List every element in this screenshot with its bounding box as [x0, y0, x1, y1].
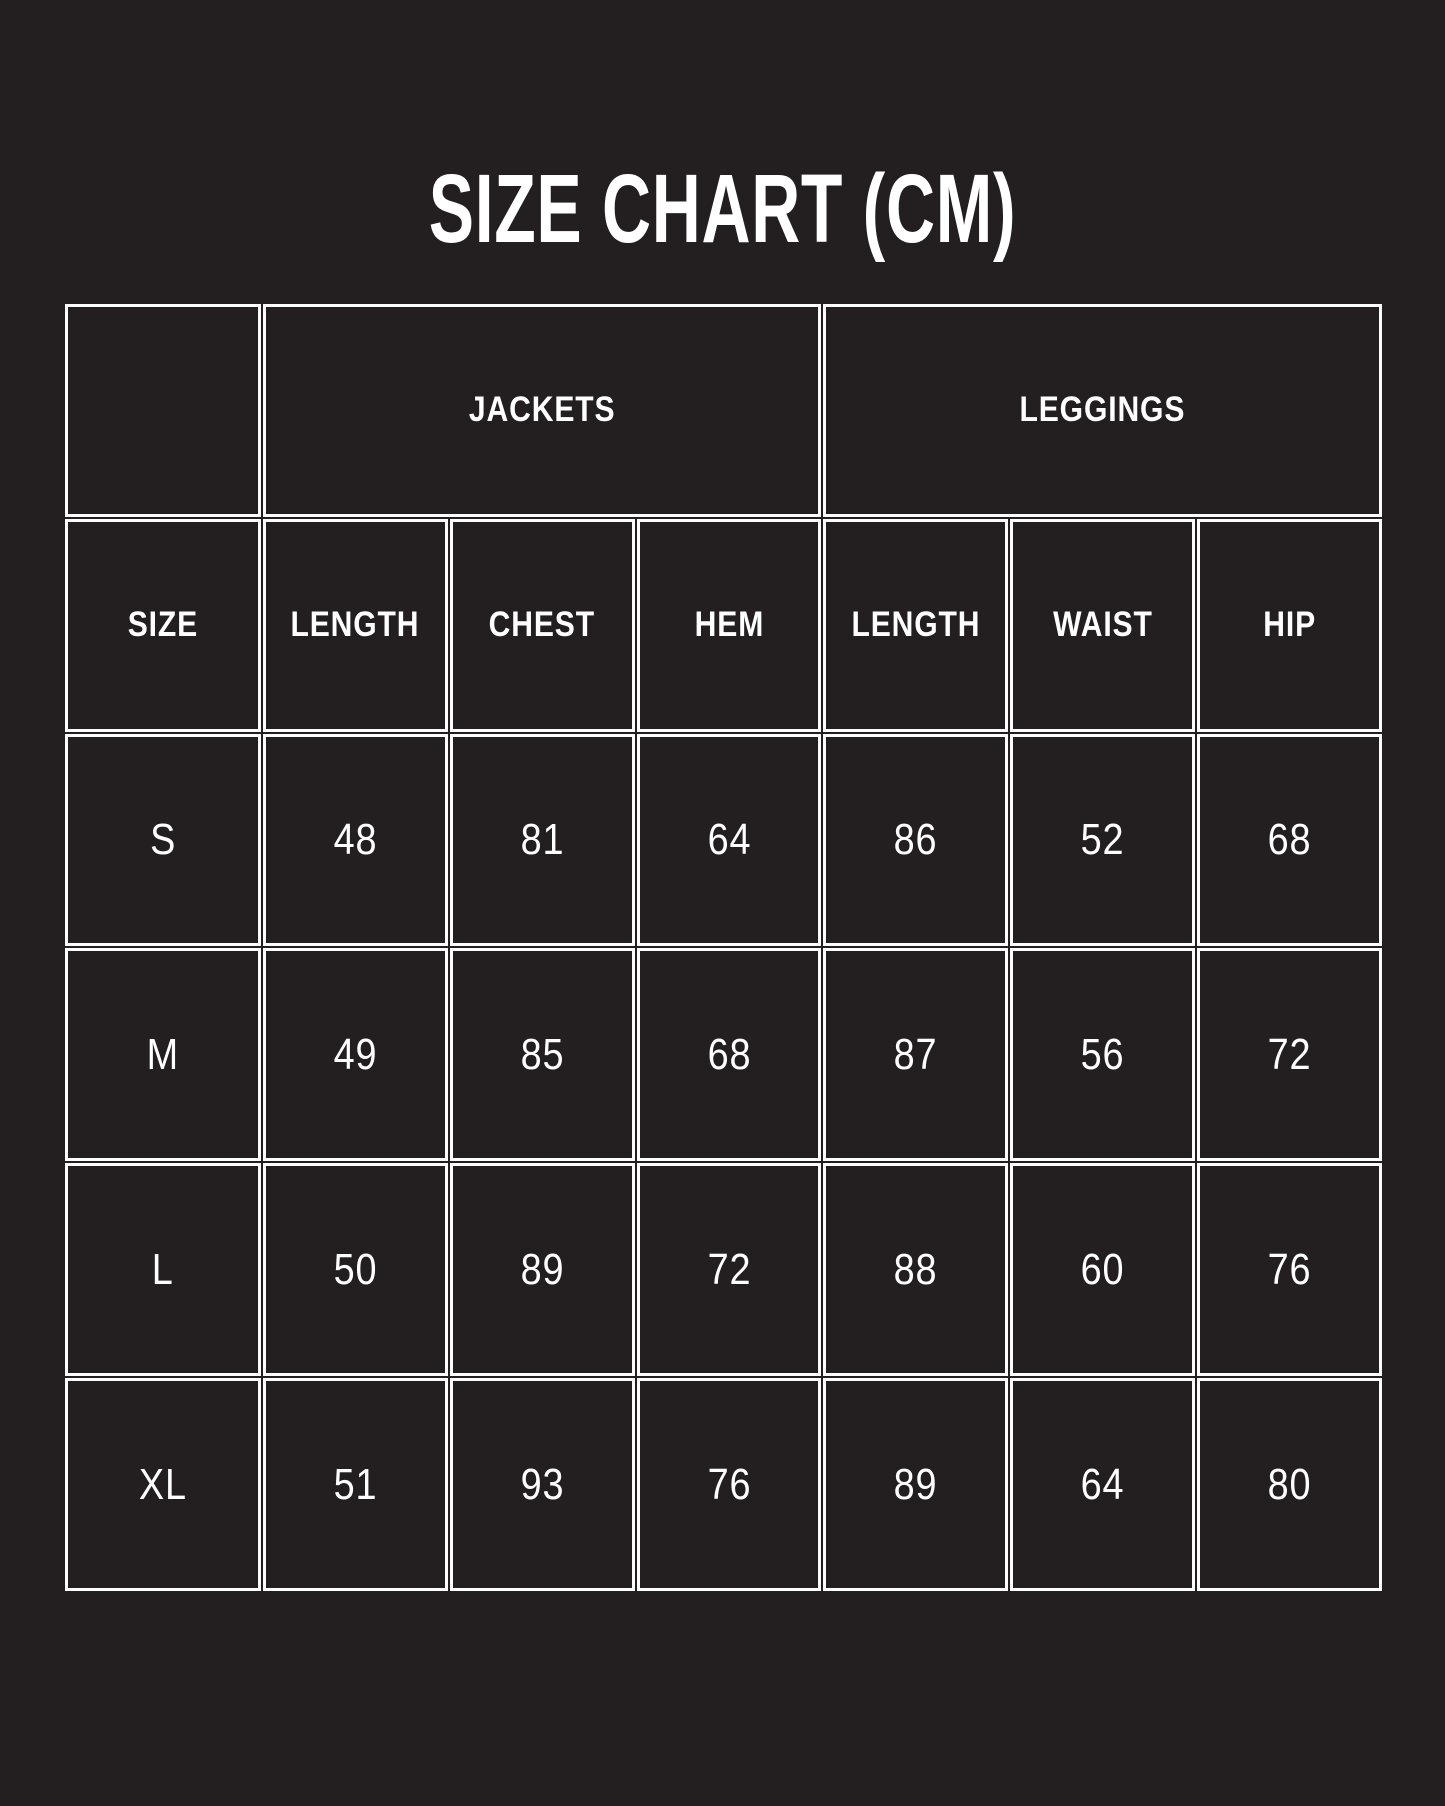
group-header-jackets-label: JACKETS: [468, 390, 616, 430]
column-header-leggings-length-label: LENGTH: [851, 605, 981, 645]
size-cell: [65, 1163, 261, 1376]
cell-value: 49: [333, 1029, 378, 1079]
value-cell: [263, 948, 448, 1161]
page-title: SIZE CHART (CM): [428, 154, 1017, 263]
value-cell: [823, 1163, 1008, 1376]
value-cell: [637, 734, 822, 947]
column-header-row: [65, 519, 1382, 732]
value-cell: [637, 948, 822, 1161]
cell-value: 60: [1080, 1244, 1125, 1294]
category-header-row: [65, 304, 1382, 517]
size-cell: [65, 1378, 261, 1591]
cell-value: 76: [707, 1459, 751, 1509]
column-header-jackets-length: [263, 519, 448, 732]
column-header-hem: [637, 519, 822, 732]
value-cell: [450, 734, 635, 947]
cell-value: 72: [1267, 1029, 1312, 1079]
cell-value: 50: [333, 1244, 378, 1294]
size-value: S: [149, 815, 177, 865]
column-header-leggings-length: [823, 519, 1008, 732]
value-cell: [1197, 948, 1382, 1161]
value-cell: [1010, 734, 1195, 947]
corner-empty-cell: [65, 304, 261, 517]
value-cell: [1197, 1163, 1382, 1376]
column-header-chest: [450, 519, 635, 732]
cell-value: 56: [1080, 1029, 1125, 1079]
value-cell: [1010, 948, 1195, 1161]
value-cell: [263, 734, 448, 947]
cell-value: 51: [333, 1459, 378, 1509]
size-cell: [65, 734, 261, 947]
cell-value: 64: [707, 815, 751, 865]
value-cell: [823, 948, 1008, 1161]
cell-value: 86: [893, 815, 938, 865]
column-header-hip-label: HIP: [1263, 605, 1316, 645]
group-header-leggings-label: LEGGINGS: [1019, 390, 1186, 430]
table-row-size-xl: [65, 1378, 1382, 1591]
cell-value: 89: [520, 1244, 565, 1294]
cell-value: 93: [520, 1459, 565, 1509]
value-cell: [1197, 1378, 1382, 1591]
value-cell: [263, 1378, 448, 1591]
cell-value: 81: [520, 815, 565, 865]
group-header-leggings: [823, 304, 1382, 517]
cell-value: 85: [520, 1029, 565, 1079]
cell-value: 89: [893, 1459, 938, 1509]
size-value: M: [146, 1029, 180, 1079]
size-value: XL: [138, 1459, 187, 1509]
cell-value: 64: [1080, 1459, 1125, 1509]
group-header-jackets: [263, 304, 821, 517]
cell-value: 68: [707, 1029, 751, 1079]
table-row-size-s: [65, 734, 1382, 947]
cell-value: 52: [1080, 815, 1125, 865]
cell-value: 87: [893, 1029, 938, 1079]
value-cell: [823, 1378, 1008, 1591]
value-cell: [450, 948, 635, 1161]
value-cell: [637, 1378, 822, 1591]
value-cell: [450, 1163, 635, 1376]
column-header-size-label: SIZE: [127, 605, 199, 645]
column-header-waist: [1010, 519, 1195, 732]
cell-value: 68: [1267, 815, 1312, 865]
cell-value: 76: [1267, 1244, 1312, 1294]
size-chart-table: [63, 302, 1384, 1593]
value-cell: [823, 734, 1008, 947]
value-cell: [450, 1378, 635, 1591]
column-header-hem-label: HEM: [694, 605, 764, 645]
size-cell: [65, 948, 261, 1161]
value-cell: [637, 1163, 822, 1376]
size-value: L: [152, 1244, 174, 1294]
value-cell: [1010, 1163, 1195, 1376]
cell-value: 80: [1267, 1459, 1312, 1509]
table-row-size-m: [65, 948, 1382, 1161]
column-header-hip: [1197, 519, 1382, 732]
column-header-jackets-length-label: LENGTH: [290, 605, 420, 645]
cell-value: 48: [333, 815, 378, 865]
cell-value: 88: [893, 1244, 938, 1294]
column-header-waist-label: WAIST: [1052, 605, 1153, 645]
table-row-size-l: [65, 1163, 1382, 1376]
column-header-chest-label: CHEST: [489, 605, 596, 645]
value-cell: [1197, 734, 1382, 947]
value-cell: [1010, 1378, 1195, 1591]
column-header-size: [65, 519, 261, 732]
cell-value: 72: [707, 1244, 751, 1294]
value-cell: [263, 1163, 448, 1376]
